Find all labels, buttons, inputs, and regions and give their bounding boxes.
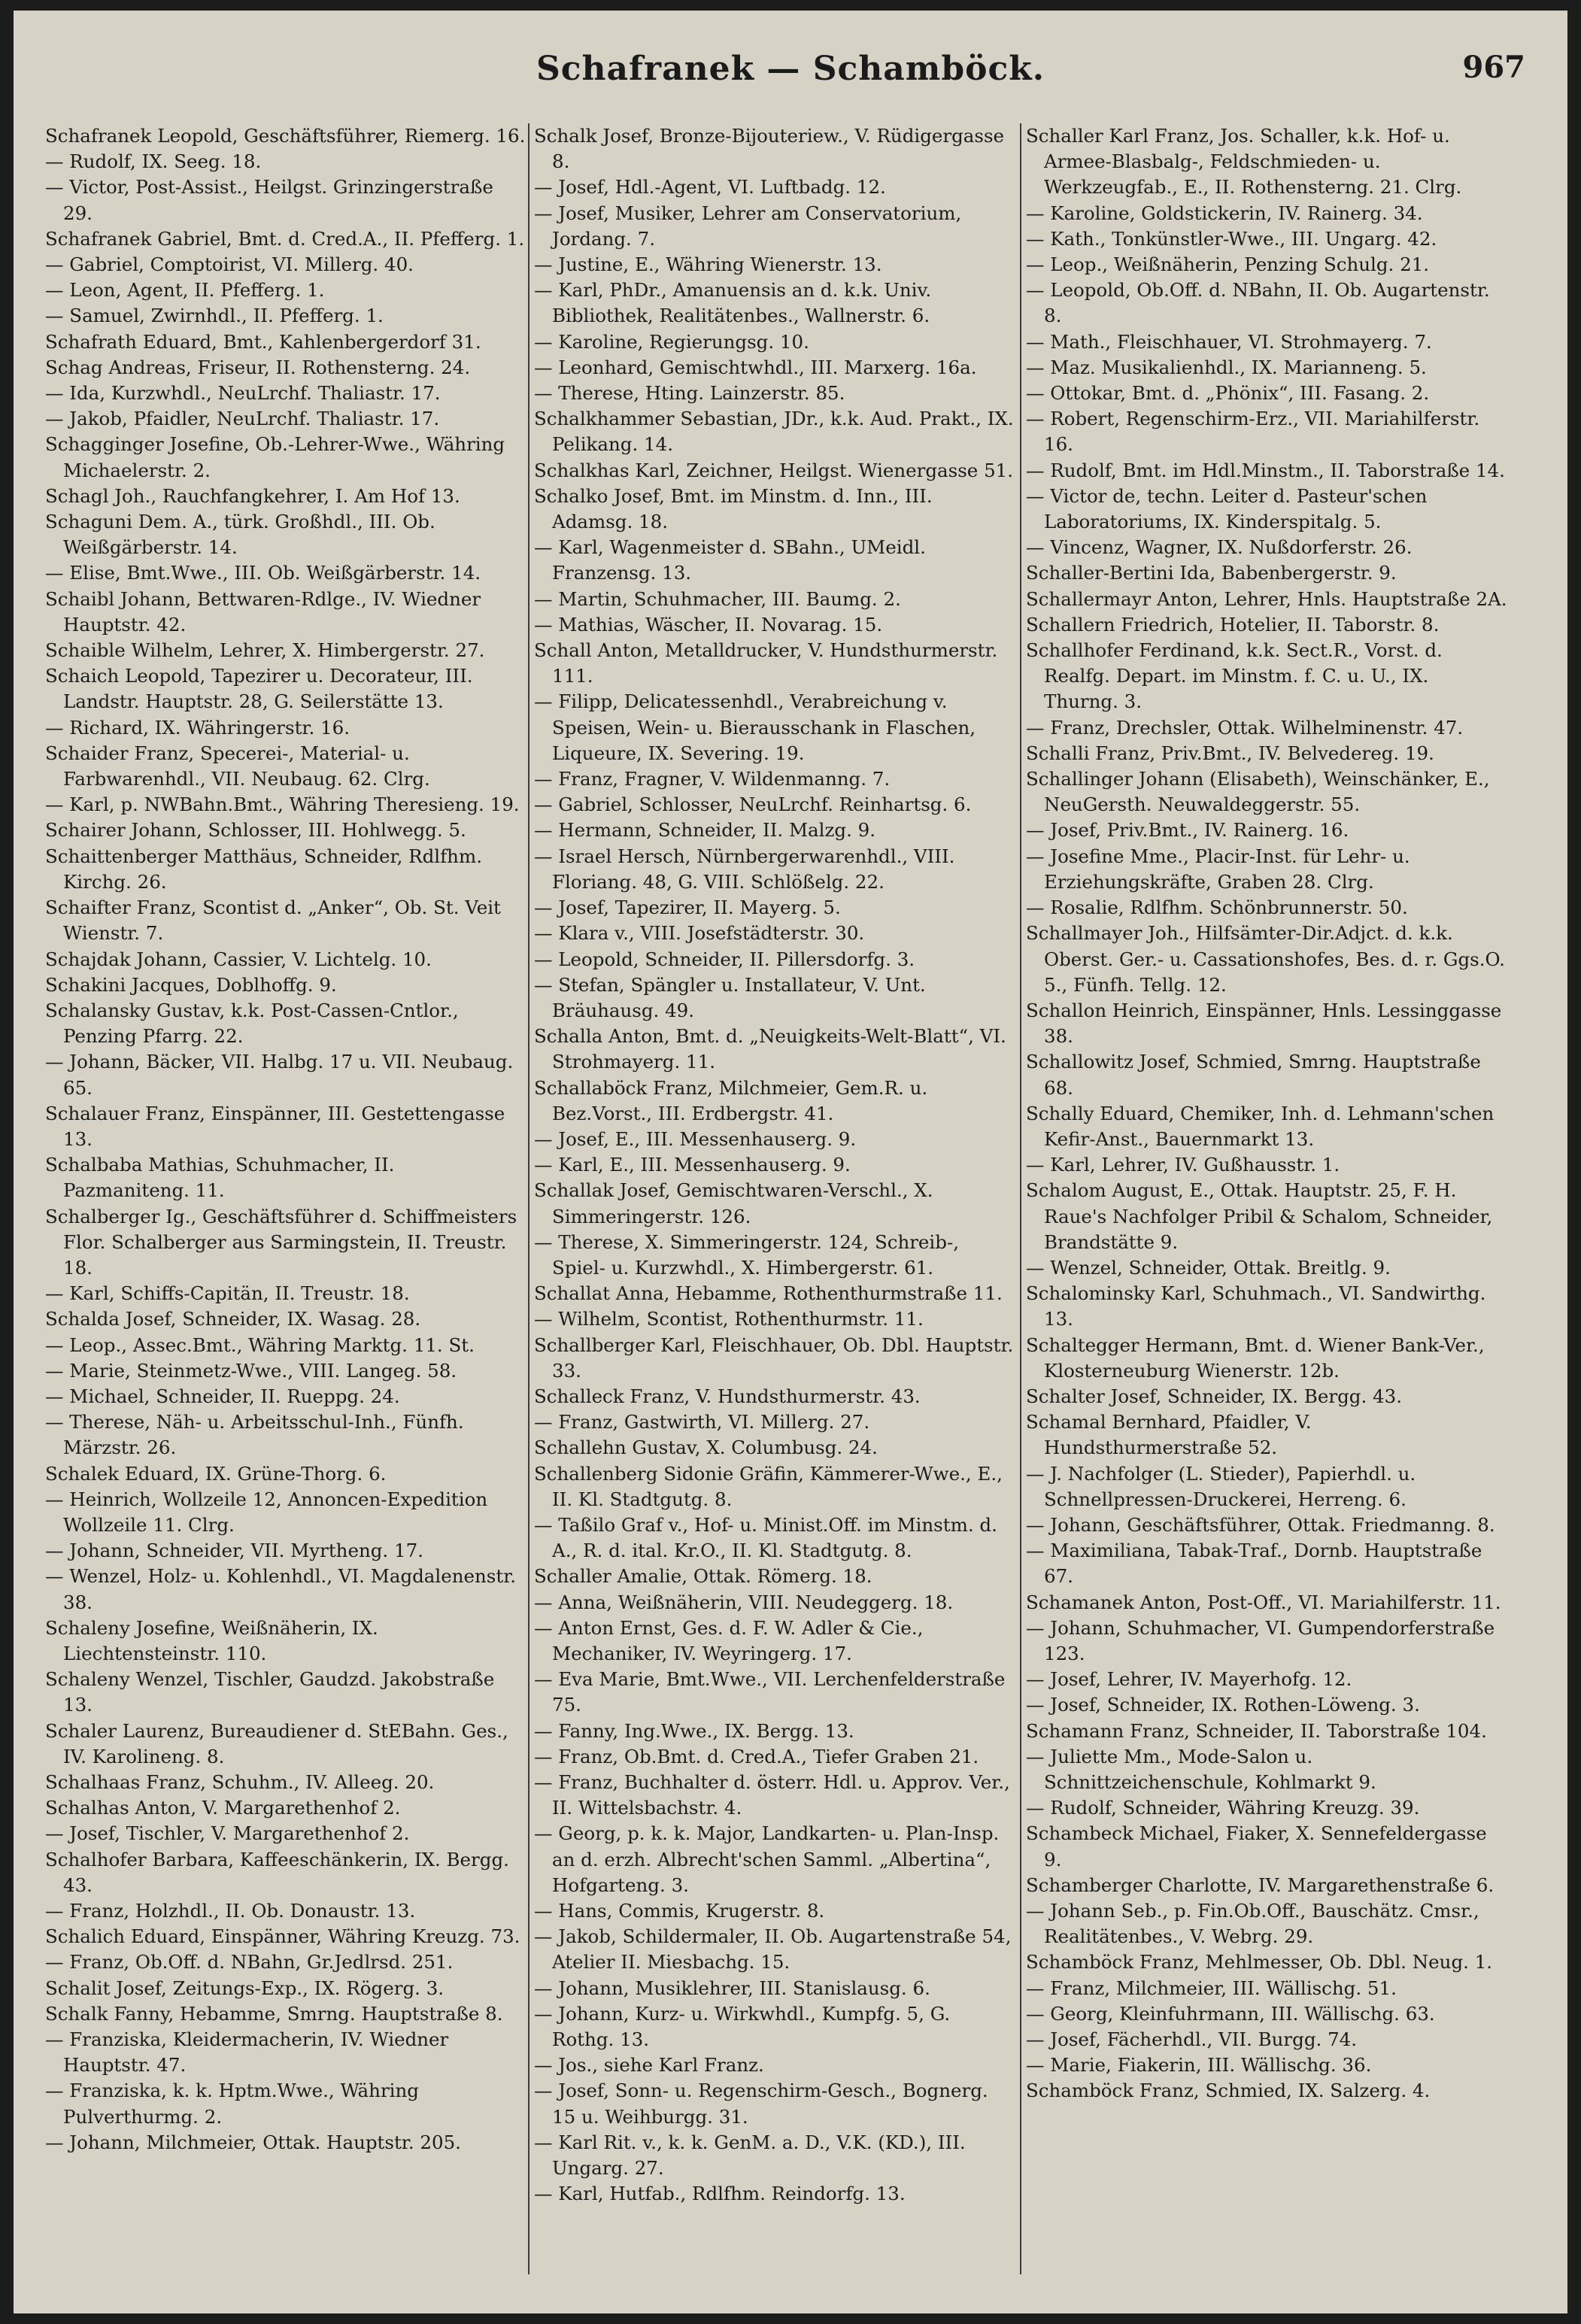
directory-entry: Schamann Franz, Schneider, II. Taborstraße 104.: [1026, 1719, 1487, 1742]
directory-entry: — Wenzel, Schneider, Ottak. Breitlg. 9.: [1026, 1256, 1391, 1279]
directory-entry: — Klara v., VIII. Josefstädterstr. 30.: [534, 922, 865, 945]
directory-entry: Schalberger Ig., Geschäftsführer d. Schiffmeisters Flor. Schalberger aus Sarmingstein, II. Treustr. 18.: [45, 1205, 517, 1279]
directory-entry: Schakini Jacques, Doblhoffg. 9.: [45, 973, 337, 996]
directory-entry: Schallon Heinrich, Einspänner, Hnls. Lessinggasse 38.: [1026, 999, 1502, 1048]
directory-entry: — Jakob, Pfaidler, NeuLrchf. Thaliastr. 17.: [45, 408, 440, 430]
directory-entry: — Johann, Schneider, VII. Myrtheng. 17.: [45, 1540, 423, 1562]
directory-entry: — Justine, E., Währing Wienerstr. 13.: [534, 253, 882, 276]
directory-entry: — Juliette Mm., Mode-Salon u. Schnittzeichenschule, Kohlmarkt 9.: [1026, 1745, 1376, 1793]
directory-entry: — Marie, Steinmetz-Wwe., VIII. Langeg. 58.: [45, 1359, 457, 1382]
directory-entry: Schaller Amalie, Ottak. Römerg. 18.: [534, 1565, 872, 1588]
directory-entry: Schairer Johann, Schlosser, III. Hohlwegg. 5.: [45, 819, 466, 842]
directory-entry: — Josef, Tapezirer, II. Mayerg. 5.: [534, 897, 841, 919]
directory-entry: — Johann, Musiklehrer, III. Stanislausg. 6.: [534, 1977, 930, 1999]
directory-entry: — Michael, Schneider, II. Rueppg. 24.: [45, 1385, 400, 1407]
directory-entry: — Josef, E., III. Messenhauserg. 9.: [534, 1127, 857, 1150]
directory-entry: Schallowitz Josef, Schmied, Smrng. Hauptstraße 68.: [1026, 1051, 1481, 1099]
directory-entry: — Josef, Priv.Bmt., IV. Rainerg. 16.: [1026, 819, 1349, 842]
directory-entry: — Karl, PhDr., Amanuensis an d. k.k. Univ. Bibliothek, Realitätenbes., Wallnerstr. 6.: [534, 279, 932, 327]
directory-entry: Schamböck Franz, Schmied, IX. Salzerg. 4.: [1026, 2080, 1431, 2102]
directory-entry: — Josef, Schneider, IX. Rothen-Löweng. 3.: [1026, 1694, 1420, 1716]
directory-entry: — Leop., Assec.Bmt., Währing Marktg. 11. St.: [45, 1333, 475, 1356]
column-right: [1026, 123, 1507, 2282]
directory-entry: — Franz, Holzhdl., II. Ob. Donaustr. 13.: [45, 1900, 416, 1922]
directory-entry: Schalk Josef, Bronze-Bijouteriew., V. Rüdigergasse 8.: [534, 125, 1005, 173]
directory-entry: — Richard, IX. Währingerstr. 16.: [45, 716, 350, 739]
directory-entry: Schagl Joh., Rauchfangkehrer, I. Am Hof 13.: [45, 484, 460, 507]
directory-entry: — Johann, Bäcker, VII. Halbg. 17 u. VII. Neubaug. 65.: [45, 1051, 514, 1099]
directory-entry: — Maz. Musikalienhdl., IX. Marianneng. 5.: [1026, 356, 1427, 378]
directory-entry: — Josefine Mme., Placir-Inst. für Lehr- u. Erziehungskräfte, Graben 28. Clrg.: [1026, 845, 1410, 893]
directory-entry: — Leopold, Ob.Off. d. NBahn, II. Ob. Augartenstr. 8.: [1026, 279, 1490, 327]
directory-entry: — Wenzel, Holz- u. Kohlenhdl., VI. Magdalenenstr. 38.: [45, 1565, 517, 1613]
directory-entry: Schalli Franz, Priv.Bmt., IV. Belvedereg. 19.: [1026, 742, 1434, 764]
directory-entry: Schallat Anna, Hebamme, Rothenthurmstraße 11.: [534, 1282, 1003, 1305]
directory-entry: Schamböck Franz, Mehlmesser, Ob. Dbl. Neug. 1.: [1026, 1951, 1493, 1974]
directory-entry: — Franz, Milchmeier, III. Wällischg. 51.: [1026, 1977, 1397, 1999]
directory-entry: — Franz, Ob.Bmt. d. Cred.A., Tiefer Graben 21.: [534, 1745, 979, 1767]
directory-entry: — Franz, Fragner, V. Wildenmanng. 7.: [534, 768, 891, 790]
directory-entry: Schalhas Anton, V. Margarethenhof 2.: [45, 1797, 401, 1819]
directory-entry: — Karl, Wagenmeister d. SBahn., UMeidl. Franzensg. 13.: [534, 536, 926, 584]
directory-entry: — Marie, Fiakerin, III. Wällischg. 36.: [1026, 2054, 1372, 2077]
directory-entry: — Martin, Schuhmacher, III. Baumg. 2.: [534, 587, 901, 610]
directory-entry: — Robert, Regenschirm-Erz., VII. Mariahilferstr. 16.: [1026, 408, 1480, 456]
directory-entry: Schaguni Dem. A., türk. Großhdl., III. Ob. Weißgärberstr. 14.: [45, 511, 435, 559]
directory-entry: Schalkhas Karl, Zeichner, Heilgst. Wienergasse 51.: [534, 459, 1014, 481]
directory-entry: — Leon, Agent, II. Pfefferg. 1.: [45, 279, 325, 302]
directory-entry: Schaich Leopold, Tapezirer u. Decorateur, III. Landstr. Hauptstr. 28, G. Seilerstätte 13.: [45, 665, 473, 713]
directory-entry: Schalk Fanny, Hebamme, Smrng. Hauptstraße 8.: [45, 2002, 503, 2025]
directory-entry: — Johann, Kurz- u. Wirkwhdl., Kumpfg. 5, G. Rothg. 13.: [534, 2002, 951, 2051]
directory-entry: — Therese, Hting. Lainzerstr. 85.: [534, 382, 845, 405]
directory-entry: — Karl, Lehrer, IV. Gußhausstr. 1.: [1026, 1154, 1340, 1176]
directory-entry: — Israel Hersch, Nürnbergerwarenhdl., VIII. Floriang. 48, G. VIII. Schlößelg. 22.: [534, 845, 955, 893]
directory-entry: — Math., Fleischhauer, VI. Strohmayerg. 7.: [1026, 330, 1432, 353]
directory-entry: — Filipp, Delicatessenhdl., Verabreichung v. Speisen, Wein- u. Bierausschank in Flaschen, Liqueure, IX. Severing. 19.: [534, 690, 976, 764]
directory-entry: — Ottokar, Bmt. d. „Phönix“, III. Fasang. 2.: [1026, 382, 1430, 405]
directory-entry: — Karl, p. NWBahn.Bmt., Währing Theresieng. 19.: [45, 793, 520, 816]
page-title: Schafranek — Schamböck.: [536, 50, 1045, 88]
directory-entry: — Maximiliana, Tabak-Traf., Dornb. Hauptstraße 67.: [1026, 1540, 1482, 1588]
directory-entry: — Victor de, techn. Leiter d. Pasteur'schen Laboratoriums, IX. Kinderspitalg. 5.: [1026, 484, 1428, 533]
directory-entry: — Kath., Tonkünstler-Wwe., III. Ungarg. 42.: [1026, 227, 1437, 250]
directory-entry: Schaler Laurenz, Bureaudiener d. StEBahn. Ges., IV. Karolineng. 8.: [45, 1719, 508, 1767]
directory-entry: Schajdak Johann, Cassier, V. Lichtelg. 10.: [45, 948, 432, 970]
directory-entry: — Taßilo Graf v., Hof- u. Minist.Off. im Minstm. d. A., R. d. ital. Kr.O., II. Kl. Stadtgutg. 8.: [534, 1513, 997, 1562]
directory-entry: Schalansky Gustav, k.k. Post-Cassen-Cntlor., Penzing Pfarrg. 22.: [45, 999, 459, 1048]
directory-entry: — Leop., Weißnäherin, Penzing Schulg. 21.: [1026, 253, 1430, 276]
directory-entry: — Leonhard, Gemischtwhdl., III. Marxerg. 16a.: [534, 356, 977, 378]
directory-entry: Schallern Friedrich, Hotelier, II. Taborstr. 8.: [1026, 613, 1440, 636]
directory-entry: Schall Anton, Metalldrucker, V. Hundsthurmerstr. 111.: [534, 639, 998, 687]
directory-entry: — Hans, Commis, Krugerstr. 8.: [534, 1900, 825, 1922]
directory-entry: Schallberger Karl, Fleischhauer, Ob. Dbl. Hauptstr. 33.: [534, 1333, 1014, 1382]
directory-entry: — Victor, Post-Assist., Heilgst. Grinzingerstraße 29.: [45, 176, 493, 224]
directory-entry: — Josef, Fächerhdl., VII. Burgg. 74.: [1026, 2028, 1358, 2051]
directory-entry: — Jos., siehe Karl Franz.: [534, 2054, 764, 2077]
directory-entry: Schalter Josef, Schneider, IX. Bergg. 43.: [1026, 1385, 1402, 1407]
directory-entry: Schaller Karl Franz, Jos. Schaller, k.k. Hof- u. Armee-Blasbalg-, Feldschmieden- u. Werkzeugfab., E., II. Rothensterng. 21. Clrg.: [1026, 125, 1462, 199]
directory-entry: — Samuel, Zwirnhdl., II. Pfefferg. 1.: [45, 305, 384, 327]
directory-entry: Schaible Wilhelm, Lehrer, X. Himbergerstr. 27.: [45, 639, 485, 662]
directory-entry: Schagginger Josefine, Ob.-Lehrer-Wwe., Währing Michaelerstr. 2.: [45, 433, 505, 481]
directory-entry: Schalom August, E., Ottak. Hauptstr. 25, F. H. Raue's Nachfolger Pribil & Schalom, Schneider, Brandstätte 9.: [1026, 1179, 1493, 1253]
directory-entry: Schalhofer Barbara, Kaffeeschänkerin, IX. Bergg. 43.: [45, 1848, 509, 1896]
directory-entry: Schafranek Leopold, Geschäftsführer, Riemerg. 16.: [45, 125, 526, 147]
column-left: [45, 123, 526, 2282]
directory-entry: Schallinger Johann (Elisabeth), Weinschänker, E., NeuGersth. Neuwaldeggerstr. 55.: [1026, 768, 1490, 816]
directory-entry: — Fanny, Ing.Wwe., IX. Bergg. 13.: [534, 1719, 854, 1742]
directory-entry: — Gabriel, Comptoirist, VI. Millerg. 40.: [45, 253, 414, 276]
directory-entry: — Anton Ernst, Ges. d. F. W. Adler & Cie., Mechaniker, IV. Weyringerg. 17.: [534, 1616, 924, 1664]
directory-entry: — Franz, Drechsler, Ottak. Wilhelminenstr. 47.: [1026, 716, 1464, 739]
directory-entry: — Josef, Lehrer, IV. Mayerhofg. 12.: [1026, 1668, 1352, 1691]
directory-entry: Schallak Josef, Gemischtwaren-Verschl., X. Simmeringerstr. 126.: [534, 1179, 933, 1227]
directory-entry: Schalla Anton, Bmt. d. „Neuigkeits-Welt-Blatt“, VI. Strohmayerg. 11.: [534, 1025, 1006, 1073]
directory-page: [14, 11, 1567, 2313]
directory-entry: — Rosalie, Rdlfhm. Schönbrunnerstr. 50.: [1026, 897, 1408, 919]
directory-entry: — Karoline, Regierungsg. 10.: [534, 330, 809, 353]
directory-entry: — Elise, Bmt.Wwe., III. Ob. Weißgärberstr. 14.: [45, 562, 481, 584]
directory-entry: Schafranek Gabriel, Bmt. d. Cred.A., II. Pfefferg. 1.: [45, 227, 525, 250]
directory-entry: Schaltegger Hermann, Bmt. d. Wiener Bank-Ver., Klosterneuburg Wienerstr. 12b.: [1026, 1333, 1485, 1382]
directory-entry: Schaleny Wenzel, Tischler, Gaudzd. Jakobstraße 13.: [45, 1668, 495, 1716]
column-divider: [528, 123, 530, 2274]
directory-entry: Schallhofer Ferdinand, k.k. Sect.R., Vorst. d. Realfg. Depart. im Minstm. f. C. u. U., IX. Thurng. 3.: [1026, 639, 1443, 713]
directory-entry: Schalich Eduard, Einspänner, Währing Kreuzg. 73.: [45, 1925, 520, 1948]
directory-entry: Schaller-Bertini Ida, Babenbergerstr. 9.: [1026, 562, 1397, 584]
directory-entry: Schalit Josef, Zeitungs-Exp., IX. Rögerg. 3.: [45, 1977, 445, 1999]
directory-entry: — Leopold, Schneider, II. Pillersdorfg. 3.: [534, 948, 915, 970]
directory-entry: — Georg, p. k. k. Major, Landkarten- u. Plan-Insp. an d. erzh. Albrecht'schen Samml. „Albertina“, Hofgarteng. 3.: [534, 1822, 1000, 1896]
directory-entry: — Heinrich, Wollzeile 12, Annoncen-Expedition Wollzeile 11. Clrg.: [45, 1488, 488, 1536]
directory-entry: Schag Andreas, Friseur, II. Rothensterng. 24.: [45, 356, 471, 378]
directory-entry: — Gabriel, Schlosser, NeuLrchf. Reinhartsg. 6.: [534, 793, 972, 816]
directory-entry: Schamberger Charlotte, IV. Margarethenstraße 6.: [1026, 1873, 1495, 1896]
directory-entry: — Anna, Weißnäherin, VIII. Neudeggerg. 18.: [534, 1591, 954, 1613]
directory-entry: — Therese, Näh- u. Arbeitsschul-Inh., Fünfh. Märzstr. 26.: [45, 1411, 464, 1459]
directory-entry: Schallenberg Sidonie Gräfin, Kämmerer-Wwe., E., II. Kl. Stadtgutg. 8.: [534, 1462, 1003, 1510]
directory-entry: — Wilhelm, Scontist, Rothenthurmstr. 11.: [534, 1308, 924, 1330]
directory-entry: — Ida, Kurzwhdl., NeuLrchf. Thaliastr. 17.: [45, 382, 441, 405]
directory-entry: Schalkhammer Sebastian, JDr., k.k. Aud. Prakt., IX. Pelikang. 14.: [534, 408, 1014, 456]
directory-entry: Schallermayr Anton, Lehrer, Hnls. Hauptstraße 2A.: [1026, 587, 1507, 610]
directory-entry: — Johann, Schuhmacher, VI. Gumpendorferstraße 123.: [1026, 1616, 1495, 1664]
directory-entry: Schalhaas Franz, Schuhm., IV. Alleeg. 20.: [45, 1771, 435, 1793]
directory-entry: Schamal Bernhard, Pfaidler, V. Hundsthurmerstraße 52.: [1026, 1411, 1312, 1459]
column-middle: [534, 123, 1015, 2282]
directory-entry: — Franz, Buchhalter d. österr. Hdl. u. Approv. Ver., II. Wittelsbachstr. 4.: [534, 1771, 1010, 1819]
directory-entry: — Johann Seb., p. Fin.Ob.Off., Bauschätz. Cmsr., Realitätenbes., V. Webrg. 29.: [1026, 1900, 1479, 1948]
directory-entry: Schalek Eduard, IX. Grüne-Thorg. 6.: [45, 1462, 387, 1485]
directory-entry: — Jakob, Schildermaler, II. Ob. Augartenstraße 54, Atelier II. Miesbachg. 15.: [534, 1925, 1012, 1974]
directory-entry: — Georg, Kleinfuhrmann, III. Wällischg. 63.: [1026, 2002, 1435, 2025]
directory-entry: — Franziska, Kleidermacherin, IV. Wiedner Hauptstr. 47.: [45, 2028, 449, 2077]
directory-entry: Schallaböck Franz, Milchmeier, Gem.R. u. Bez.Vorst., III. Erdbergstr. 41.: [534, 1076, 928, 1124]
directory-entry: — Johann, Geschäftsführer, Ottak. Friedmanng. 8.: [1026, 1513, 1495, 1536]
page-number: 967: [1462, 50, 1525, 85]
directory-entry: — Rudolf, Schneider, Währing Kreuzg. 39.: [1026, 1797, 1420, 1819]
directory-entry: Schalauer Franz, Einspänner, III. Gestettengasse 13.: [45, 1102, 505, 1150]
directory-entry: — Karl, E., III. Messenhauserg. 9.: [534, 1154, 851, 1176]
directory-entry: — Hermann, Schneider, II. Malzg. 9.: [534, 819, 876, 842]
directory-entry: Schalominsky Karl, Schuhmach., VI. Sandwirthg. 13.: [1026, 1282, 1486, 1330]
directory-entry: Schambeck Michael, Fiaker, X. Sennefeldergasse 9.: [1026, 1822, 1487, 1870]
directory-entry: Schalda Josef, Schneider, IX. Wasag. 28.: [45, 1308, 421, 1330]
column-divider: [1020, 123, 1021, 2274]
directory-entry: Schallehn Gustav, X. Columbusg. 24.: [534, 1437, 878, 1459]
directory-entry: — Karl, Schiffs-Capitän, II. Treustr. 18.: [45, 1282, 410, 1305]
directory-entry: Schamanek Anton, Post-Off., VI. Mariahilferstr. 11.: [1026, 1591, 1501, 1613]
directory-entry: — Franz, Ob.Off. d. NBahn, Gr.Jedlrsd. 251.: [45, 1951, 454, 1974]
directory-entry: Schalko Josef, Bmt. im Minstm. d. Inn., III. Adamsg. 18.: [534, 484, 933, 533]
directory-entry: — Johann, Milchmeier, Ottak. Hauptstr. 205.: [45, 2131, 461, 2153]
directory-entry: — Stefan, Spängler u. Installateur, V. Unt. Bräuhausg. 49.: [534, 973, 926, 1021]
directory-entry: — Josef, Sonn- u. Regenschirm-Gesch., Bognerg. 15 u. Weihburgg. 31.: [534, 2080, 988, 2128]
directory-entry: — Karl, Hutfab., Rdlfhm. Reindorfg. 13.: [534, 2183, 906, 2205]
directory-entry: — Franz, Gastwirth, VI. Millerg. 27.: [534, 1411, 870, 1434]
page-header: [14, 50, 1567, 110]
directory-entry: — Mathias, Wäscher, II. Novarag. 15.: [534, 613, 883, 636]
directory-entry: — Vincenz, Wagner, IX. Nußdorferstr. 26.: [1026, 536, 1413, 559]
directory-entry: — J. Nachfolger (L. Stieder), Papierhdl. u. Schnellpressen-Druckerei, Herreng. 6.: [1026, 1462, 1416, 1510]
directory-entry: Schaifter Franz, Scontist d. „Anker“, Ob. St. Veit Wienstr. 7.: [45, 897, 501, 945]
directory-entry: — Franziska, k. k. Hptm.Wwe., Währing Pulverthurmg. 2.: [45, 2080, 419, 2128]
directory-entry: — Eva Marie, Bmt.Wwe., VII. Lerchenfelderstraße 75.: [534, 1668, 1006, 1716]
directory-entry: Schaider Franz, Specerei-, Material- u. Farbwarenhdl., VII. Neubaug. 62. Clrg.: [45, 742, 430, 790]
directory-entry: — Rudolf, Bmt. im Hdl.Minstm., II. Taborstraße 14.: [1026, 459, 1505, 481]
directory-entry: — Therese, X. Simmeringerstr. 124, Schreib-, Spiel- u. Kurzwhdl., X. Himbergerstr. 61.: [534, 1230, 960, 1279]
directory-entry: — Karoline, Goldstickerin, IV. Rainerg. 34.: [1026, 202, 1423, 224]
directory-entry: — Josef, Hdl.-Agent, VI. Luftbadg. 12.: [534, 176, 886, 199]
directory-entry: Schallmayer Joh., Hilfsämter-Dir.Adjct. d. k.k. Oberst. Ger.- u. Cassationshofes, Bes. d. r. Ggs.O. 5., Fünfh. Tellg. 12.: [1026, 922, 1505, 996]
directory-entry: — Josef, Musiker, Lehrer am Conservatorium, Jordang. 7.: [534, 202, 962, 250]
directory-entry: Schaleny Josefine, Weißnäherin, IX. Liechtensteinstr. 110.: [45, 1616, 378, 1664]
directory-entry: Schaibl Johann, Bettwaren-Rdlge., IV. Wiedner Hauptstr. 42.: [45, 587, 481, 636]
directory-entry: — Rudolf, IX. Seeg. 18.: [45, 150, 262, 173]
directory-entry: Schally Eduard, Chemiker, Inh. d. Lehmann'schen Kefir-Anst., Bauernmarkt 13.: [1026, 1102, 1495, 1150]
directory-entry: — Karl Rit. v., k. k. GenM. a. D., V.K. (KD.), III. Ungarg. 27.: [534, 2131, 966, 2180]
directory-entry: Schaittenberger Matthäus, Schneider, Rdlfhm. Kirchg. 26.: [45, 845, 482, 893]
directory-entry: Schalleck Franz, V. Hundsthurmerstr. 43.: [534, 1385, 921, 1407]
directory-entry: Schalbaba Mathias, Schuhmacher, II. Pazmaniteng. 11.: [45, 1154, 395, 1202]
directory-entry: — Josef, Tischler, V. Margarethenhof 2.: [45, 1822, 410, 1845]
directory-entry: Schafrath Eduard, Bmt., Kahlenbergerdorf 31.: [45, 330, 481, 353]
